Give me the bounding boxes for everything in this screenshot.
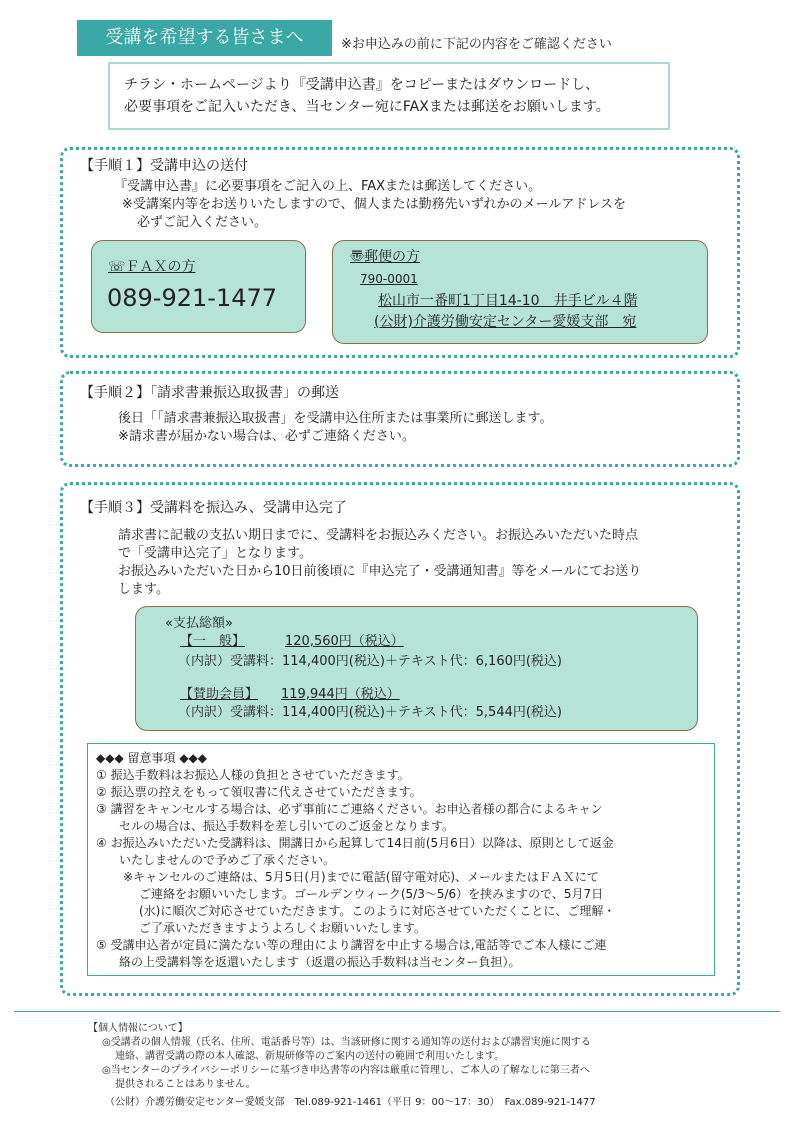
address-line-2: (公財)介護労働安定センター愛媛支部 宛	[374, 314, 637, 330]
note-5b: 絡の上受講料等を返還いたします（返還の振込手数料は当センター負担）。	[119, 955, 521, 969]
note-5a: ⑤ 受講申込者が定員に満たない等の理由により講習を中止する場合は,電話等でご本人様にご連	[96, 938, 607, 952]
step3-title: 【手順３】受講料を振込み、受講申込完了	[80, 500, 347, 516]
mail-label: 〠郵便の方	[350, 249, 420, 265]
step2-line-1: 後日「「請求書兼振込取扱書」を受講申込住所または事業所に郵送します。	[118, 411, 553, 426]
address-line-1: 松山市一番町1丁目14-10 井手ビル４階	[378, 293, 638, 309]
postal-code: 790-0001	[360, 272, 418, 286]
notes-title: ◆◆◆ 留意事項 ◆◆◆	[96, 751, 208, 765]
general-amount: 120,560円（税込）	[285, 634, 404, 649]
note-3b: セルの場合は、振込手数料を差し引いてのご返金となります。	[119, 819, 455, 833]
intro-box	[108, 62, 670, 130]
step1-line-3: 必ずご記入ください。	[137, 215, 268, 230]
step3-line-1: 請求書に記載の支払い期日までに、受講料をお振込みください。お振込みいただいた時点	[118, 528, 639, 543]
intro-line-2: 必要事項をご記入いただき、当センター宛にFAXまたは郵送をお願いします。	[124, 99, 610, 115]
note-4a: ④ お振込みいただいた受講料は、開講日から起算して14日前(5月6日）以降は、原則として返金	[96, 836, 614, 850]
note-4c: ※キャンセルのご連絡は、5月5日(月)までに電話(留守電対応)、メールまたはＦＡＸにて	[123, 870, 599, 884]
step1-title: 【手順１】受講申込の送付	[80, 158, 248, 174]
footer-line-4: 提供されることはありません。	[115, 1079, 256, 1090]
note-4e: (水)に順次ご対応させていただきます。このように対応させていただくことに、ご理解・	[139, 904, 616, 918]
step2-title: 【手順２】「請求書兼振込取扱書」の郵送	[80, 385, 339, 401]
fax-number[interactable]: 089-921-1477	[107, 284, 278, 312]
step3-line-4: します。	[118, 582, 169, 597]
footer-divider	[14, 1011, 780, 1012]
footer-line-2: 連絡、講習受講の際の本人確認、新規研修等のご案内の送付の範囲で利用いたします。	[115, 1051, 505, 1062]
member-amount: 119,944円（税込）	[281, 687, 400, 702]
general-label: 【一 般】	[180, 634, 246, 649]
note-4f: ご了承いただきますようよろしくお願いいたします。	[139, 921, 427, 935]
step2-line-2: ※請求書が届かない場合は、必ずご連絡ください。	[118, 429, 415, 444]
footer-title: 【個人情報について】	[88, 1023, 188, 1034]
step3-line-2: で「受講申込完了」となります。	[118, 546, 312, 561]
footer-line-3: ◎当センターのプライバシーポリシーに基づき申込書等の内容は厳重に管理し、ご本人の了解なしに第三者へ	[102, 1065, 590, 1076]
intro-line-1: チラシ・ホームページより『受講申込書』をコピーまたはダウンロードし、	[124, 77, 600, 93]
general-detail: （内訳）受講料：114,400円(税込)＋テキスト代：6,160円(税込)	[178, 654, 563, 669]
note-4d: ご連絡をお願いいたします。ゴールデンウィーク(5/3～5/6）を挟みますので、5月7日	[139, 887, 604, 901]
member-label: 【賛助会員】	[180, 687, 259, 702]
member-detail: （内訳）受講料：114,400円(税込)＋テキスト代：5,544円(税込)	[178, 705, 563, 720]
header-note: ※お申込みの前に下記の内容をご確認ください	[341, 37, 612, 52]
step1-line-1: 『受講申込書』に必要事項をご記入の上、FAXまたは郵送してください。	[114, 179, 542, 194]
step3-line-3: お振込みいただいた日から10日前後頃に『申込完了・受講通知書』等をメールにてお送り	[118, 564, 642, 579]
footer-line-1: ◎受講者の個人情報（氏名、住所、電話番号等）は、当該研修に関する通知等の送付および講習実施に関する	[102, 1037, 591, 1048]
note-2: ② 振込票の控えをもって領収書に代えさせていただきます。	[96, 785, 422, 799]
payment-title: «支払総額»	[165, 616, 233, 631]
note-4b: いたしませんので予めご了承ください。	[119, 853, 336, 867]
note-1: ① 振込手数料はお振込人様の負担とさせていただきます。	[96, 768, 410, 782]
step1-line-2: ※受講案内等をお送りいたしますので、個人または勤務先いずれかのメールアドレスを	[122, 197, 626, 212]
page-title: 受講を希望する皆さまへ	[77, 20, 332, 56]
footer-contact: （公財）介護労働安定センター愛媛支部 Tel.089-921-1461（平日 9：00～17：30） Fax.089-921-1477	[105, 1097, 596, 1108]
fax-label: ☏ＦＡＸの方	[108, 259, 196, 275]
note-3a: ③ 講習をキャンセルする場合は、必ず事前にご連絡ください。お申込者様の都合によるキャン	[96, 802, 603, 816]
